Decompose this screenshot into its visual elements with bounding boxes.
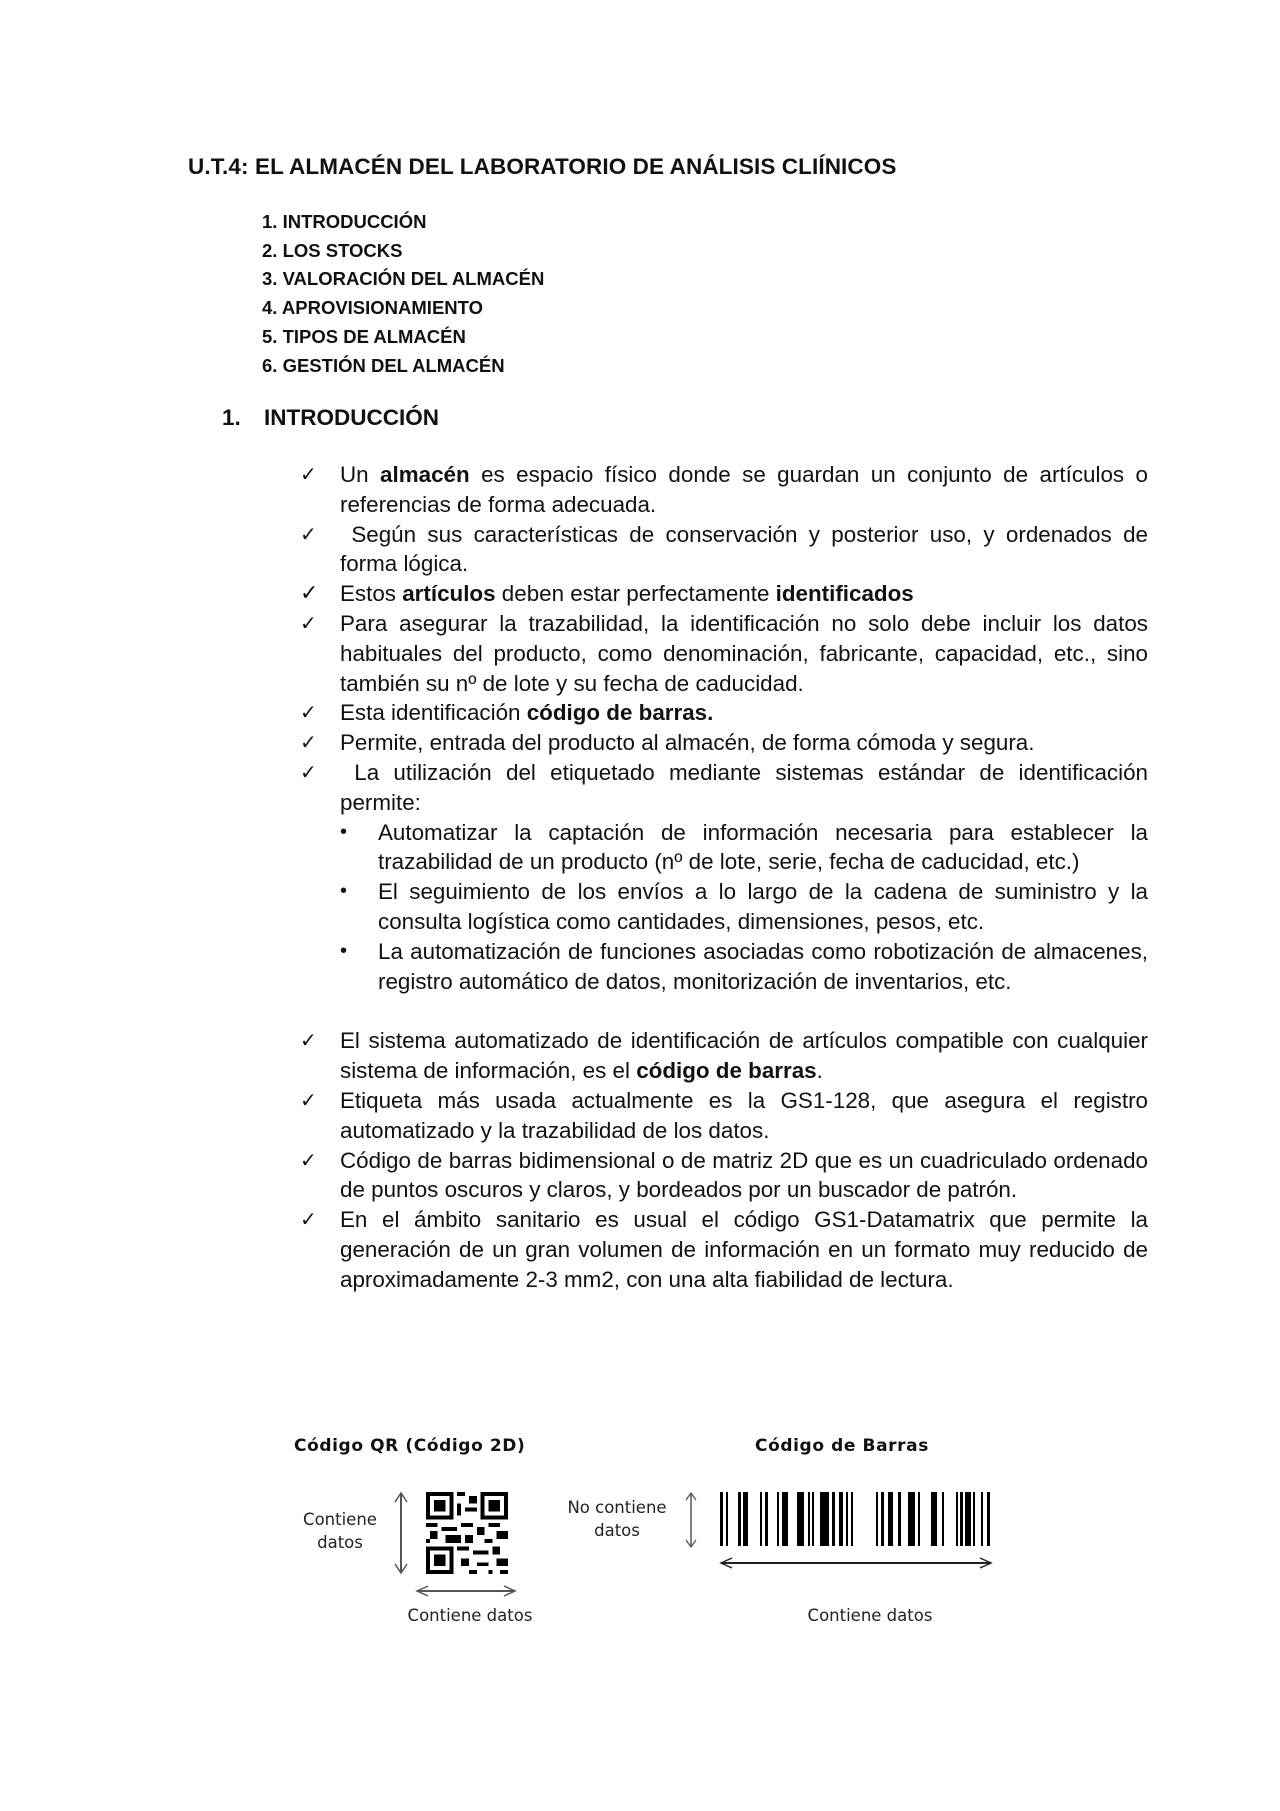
checkmark-icon: ✓ [300, 759, 317, 784]
list-item: ✓ Estos artículos deben estar perfectamente identificados [300, 579, 1148, 609]
qr-left-label: Contiene datos [303, 1510, 377, 1552]
horizontal-arrow-icon [718, 1556, 994, 1570]
sub-list-item: • La automatización de funciones asociadas como robotización de almacenes, registro automático de datos, monitorización de inventarios, etc. [340, 938, 1148, 994]
sub-list-item: • Automatizar la captación de información necesaria para establecer la trazabilidad de un producto (nº de lote, serie, fecha de caducidad, etc.) [340, 819, 1148, 875]
bullet-icon: • [340, 939, 348, 962]
toc-item: 2. LOS STOCKS [262, 239, 403, 261]
bullet-icon: • [340, 820, 348, 843]
barcode-bottom-label: Contiene datos [807, 1606, 933, 1625]
section-heading [222, 405, 439, 431]
toc-item: 4. APROVISIONAMIENTO [262, 297, 484, 319]
list-item: ✓ Para asegurar la trazabilidad, la identificación no solo debe incluir los datos habituales del producto, como denominación, fabricante, capacidad, etc., sino también su nº de lote y su fecha de caducidad. [300, 610, 1148, 696]
toc-item: 1. INTRODUCCIÓN [262, 211, 427, 232]
checkmark-icon: ✓ [300, 521, 317, 546]
list-item: ✓ La utilización del etiquetado mediante sistemas estándar de identificación permite: [300, 759, 1155, 815]
checkmark-icon: ✓ [300, 730, 317, 755]
checkmark-icon: ✓ [300, 610, 317, 635]
section-title: INTRODUCCIÓN [264, 405, 439, 430]
list-item: ✓ Etiqueta más usada actualmente es la GS1-128, que asegura el registro automatizado y la trazabilidad de los datos. [300, 1087, 1148, 1143]
list-item: ✓ En el ámbito sanitario es usual el código GS1-Datamatrix que permite la generación de un gran volumen de información en un formato muy reducido de aproximadamente 2-3 mm2, con una alta fiabilidad de lectura. [300, 1207, 1148, 1292]
list-item: ✓ Permite, entrada del producto al almacén, de forma cómoda y segura. [300, 728, 1148, 758]
toc-item: 6. GESTIÓN DEL ALMACÉN [262, 354, 505, 376]
list-item: ✓ Un almacén es espacio físico donde se guardan un conjunto de artículos o referencias de forma adecuada. [300, 462, 1148, 517]
list-item: ✓ Esta identificación código de barras. [300, 698, 1148, 728]
checkmark-icon: ✓ [300, 1147, 317, 1172]
sub-list-item: • El seguimiento de los envíos a lo largo de la cadena de suministro y la consulta logística como cantidades, dimensiones, pesos, etc. [340, 879, 1148, 934]
list-item: ✓ Según sus características de conservación y posterior uso, y ordenados de forma lógica. [300, 521, 1155, 577]
section-body [300, 460, 1155, 1295]
checkmark-icon: ✓ [300, 700, 317, 725]
toc-item: 3. VALORACIÓN DEL ALMACÉN [262, 268, 545, 290]
qr-bottom-label: Contiene datos [407, 1606, 533, 1625]
list-item: ✓ Código de barras bidimensional o de matriz 2D que es un cuadriculado ordenado de puntos oscuros y claros, y bordeados por un buscador de patrón. [300, 1147, 1148, 1203]
checkmark-icon: ✓ [300, 581, 319, 607]
document-title: U.T.4: EL ALMACÉN DEL LABORATORIO DE ANÁLISIS CLIÍNICOS [188, 154, 897, 179]
table-of-contents [262, 208, 544, 380]
checkmark-icon: ✓ [300, 462, 317, 486]
bullet-icon: • [340, 880, 348, 903]
horizontal-arrow-icon [414, 1584, 518, 1598]
barcode-image [720, 1492, 992, 1546]
qr-vs-barcode-figure [290, 1436, 1030, 1636]
vertical-arrow-icon [684, 1490, 698, 1550]
list-item: ✓ El sistema automatizado de identificación de artículos compatible con cualquier sistema de información, es el código de barras. [300, 1028, 1148, 1084]
vertical-arrow-icon [392, 1490, 410, 1576]
barcode-title: Código de Barras [755, 1436, 929, 1456]
checkmark-icon: ✓ [300, 1207, 317, 1232]
checkmark-icon: ✓ [300, 1028, 317, 1053]
barcode-left-label: No contiene datos [567, 1498, 667, 1540]
checkmark-icon: ✓ [300, 1087, 317, 1112]
qr-title: Código QR (Código 2D) [294, 1436, 526, 1456]
section-number: 1. [222, 405, 241, 430]
toc-item: 5. TIPOS DE ALMACÉN [262, 325, 466, 347]
qr-code-image [420, 1492, 514, 1574]
